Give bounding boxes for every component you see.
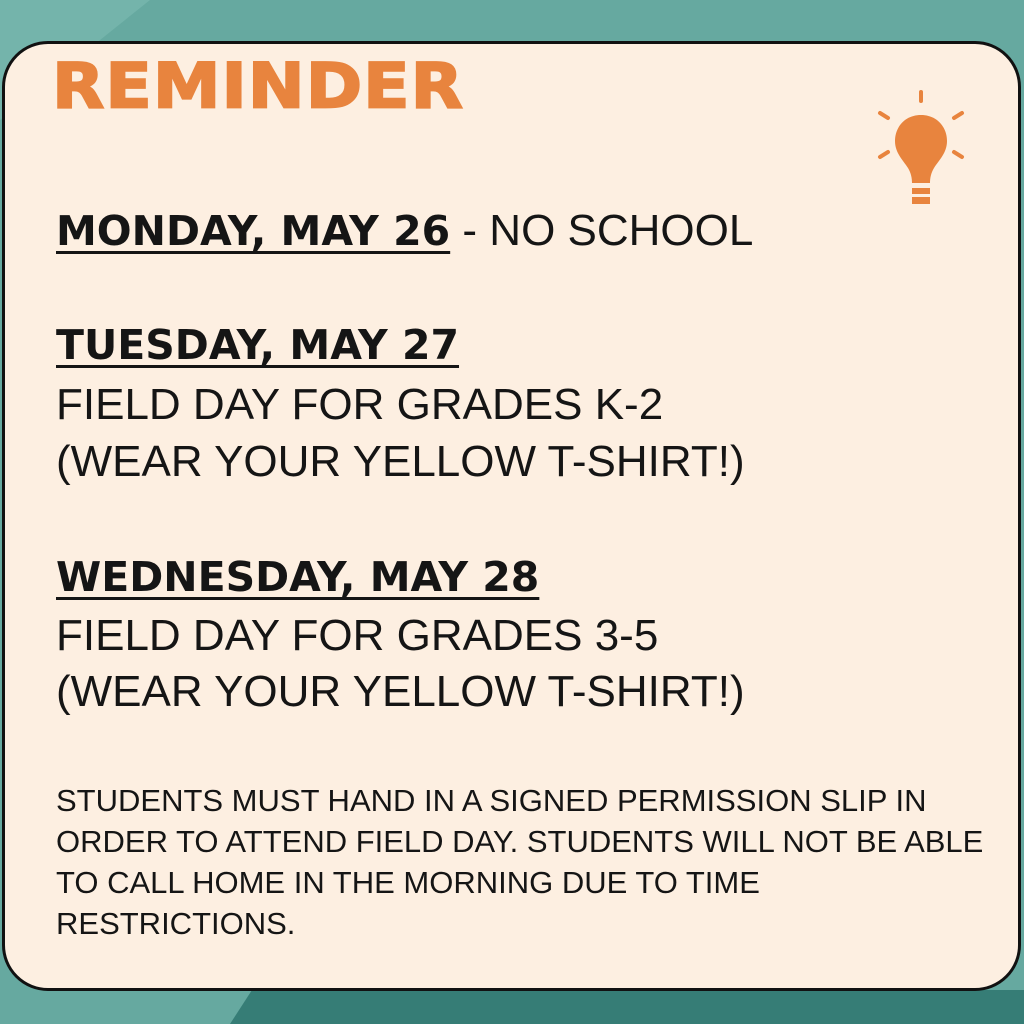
event-tuesday-shirt-note: (WEAR YOUR YELLOW T-SHIRT!) [56,437,745,486]
event-monday-separator: - [450,206,490,255]
event-monday-date: MONDAY, MAY 26 [56,207,451,255]
permission-slip-note: STUDENTS MUST HAND IN A SIGNED PERMISSION SLIP IN ORDER TO ATTEND FIELD DAY. STUDENTS WILL NOT BE ABLE TO CALL HOME IN THE MORNING DUE TO TIME RESTRICTIONS. [56,783,984,941]
event-monday [56,206,754,255]
event-tuesday-detail: FIELD DAY FOR GRADES K-2 [56,380,664,429]
event-tuesday-date: TUESDAY, MAY 27 [56,321,460,369]
event-monday-detail: NO SCHOOL [489,206,754,255]
lightbulb-icon [874,89,968,207]
reminder-title: REMINDER [52,50,464,124]
event-wednesday-detail: FIELD DAY FOR GRADES 3-5 [56,611,659,660]
event-wednesday-date: WEDNESDAY, MAY 28 [56,553,540,601]
event-wednesday-shirt-note: (WEAR YOUR YELLOW T-SHIRT!) [56,667,745,716]
